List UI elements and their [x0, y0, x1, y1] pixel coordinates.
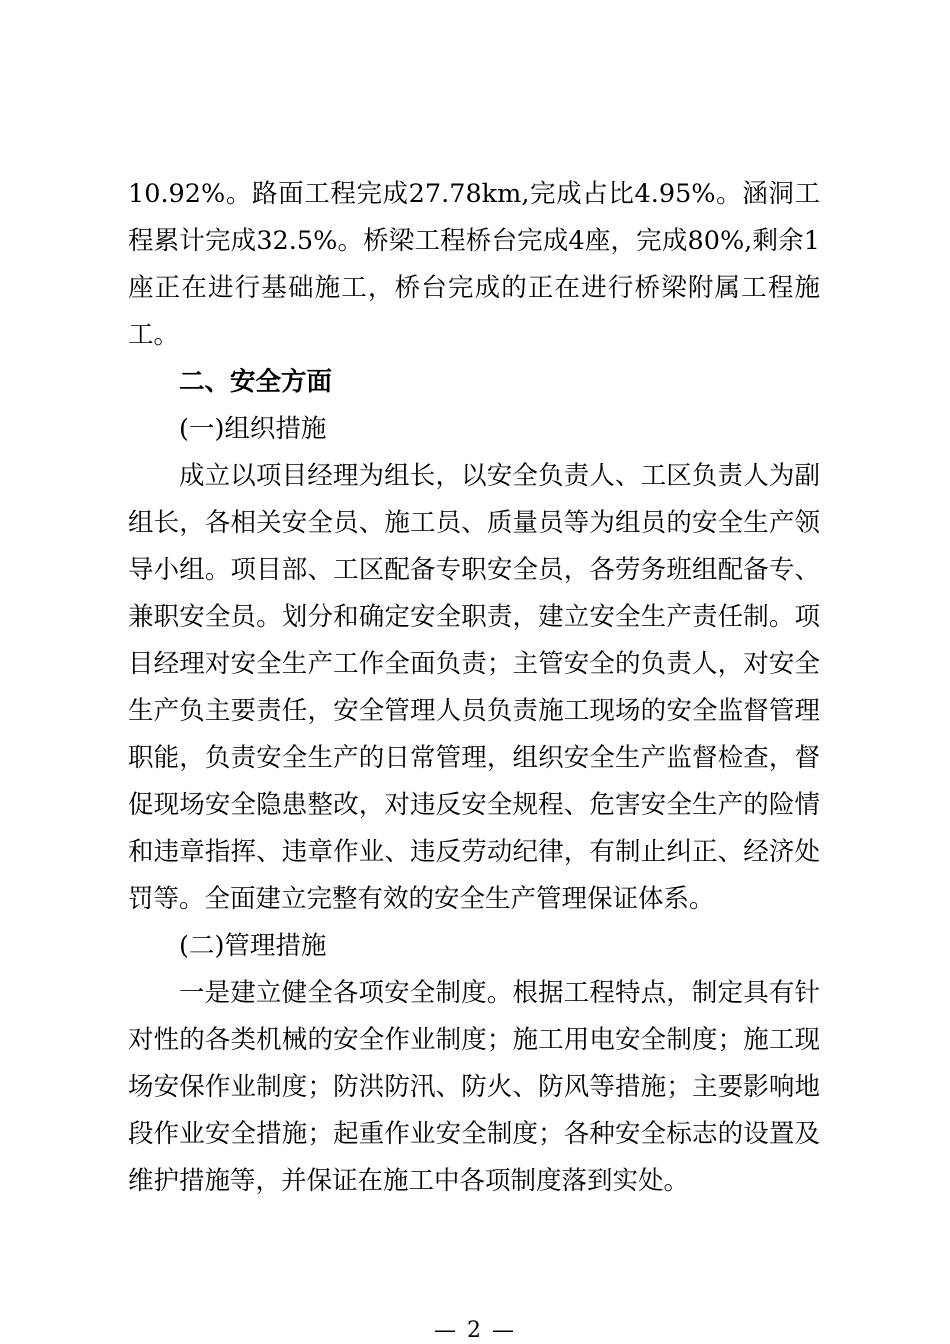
subheading-organization-measures: (一)组织措施: [179, 414, 327, 444]
paragraph-organization-measures: 成立以项目经理为组长，以安全负责人、工区负责人为副组长，各相关安全员、施工员、质量员等为组员的安全生产领导小组。项目部、工区配备专职安全员，各劳务班组配备专、兼职安全员。划分和确定安全职责，建立安全生产责任制。项目经理对安全生产工作全面负责；主管安全的负责人，对安全生产负主要责任，安全管理人员负责施工现场的安全监督管理职能，负责安全生产的日常管理，组织安全生产监督检查，督促现场安全隐患整改，对违反安全规程、危害安全生产的险情和违章指挥、违章作业、违反劳动纪律，有制止纠正、经济处罚等。全面建立完整有效的安全生产管理保证体系。: [128, 461, 820, 914]
page-number: — 2 —: [434, 1318, 516, 1343]
paragraph-management-measures: 一是建立健全各项安全制度。根据工程特点，制定具有针对性的各类机械的安全作业制度；施工用电安全制度；施工现场安保作业制度；防洪防汛、防火、防风等措施；主要影响地段作业安全措施；起重作业安全制度；各种安全标志的设置及维护措施等，并保证在施工中各项制度落到实处。: [128, 978, 820, 1196]
document-body: [128, 171, 820, 1205]
subheading-management-measures: (二)管理措施: [179, 931, 327, 961]
paragraph-progress-continuation: 10.92%。路面工程完成27.78km,完成占比4.95%。涵洞工程累计完成32.5%。桥梁工程桥台完成4座，完成80%,剩余1座正在进行基础施工，桥台完成的正在进行桥梁附属工程施工。: [128, 179, 820, 350]
section-heading-safety: 二、安全方面: [179, 367, 333, 397]
